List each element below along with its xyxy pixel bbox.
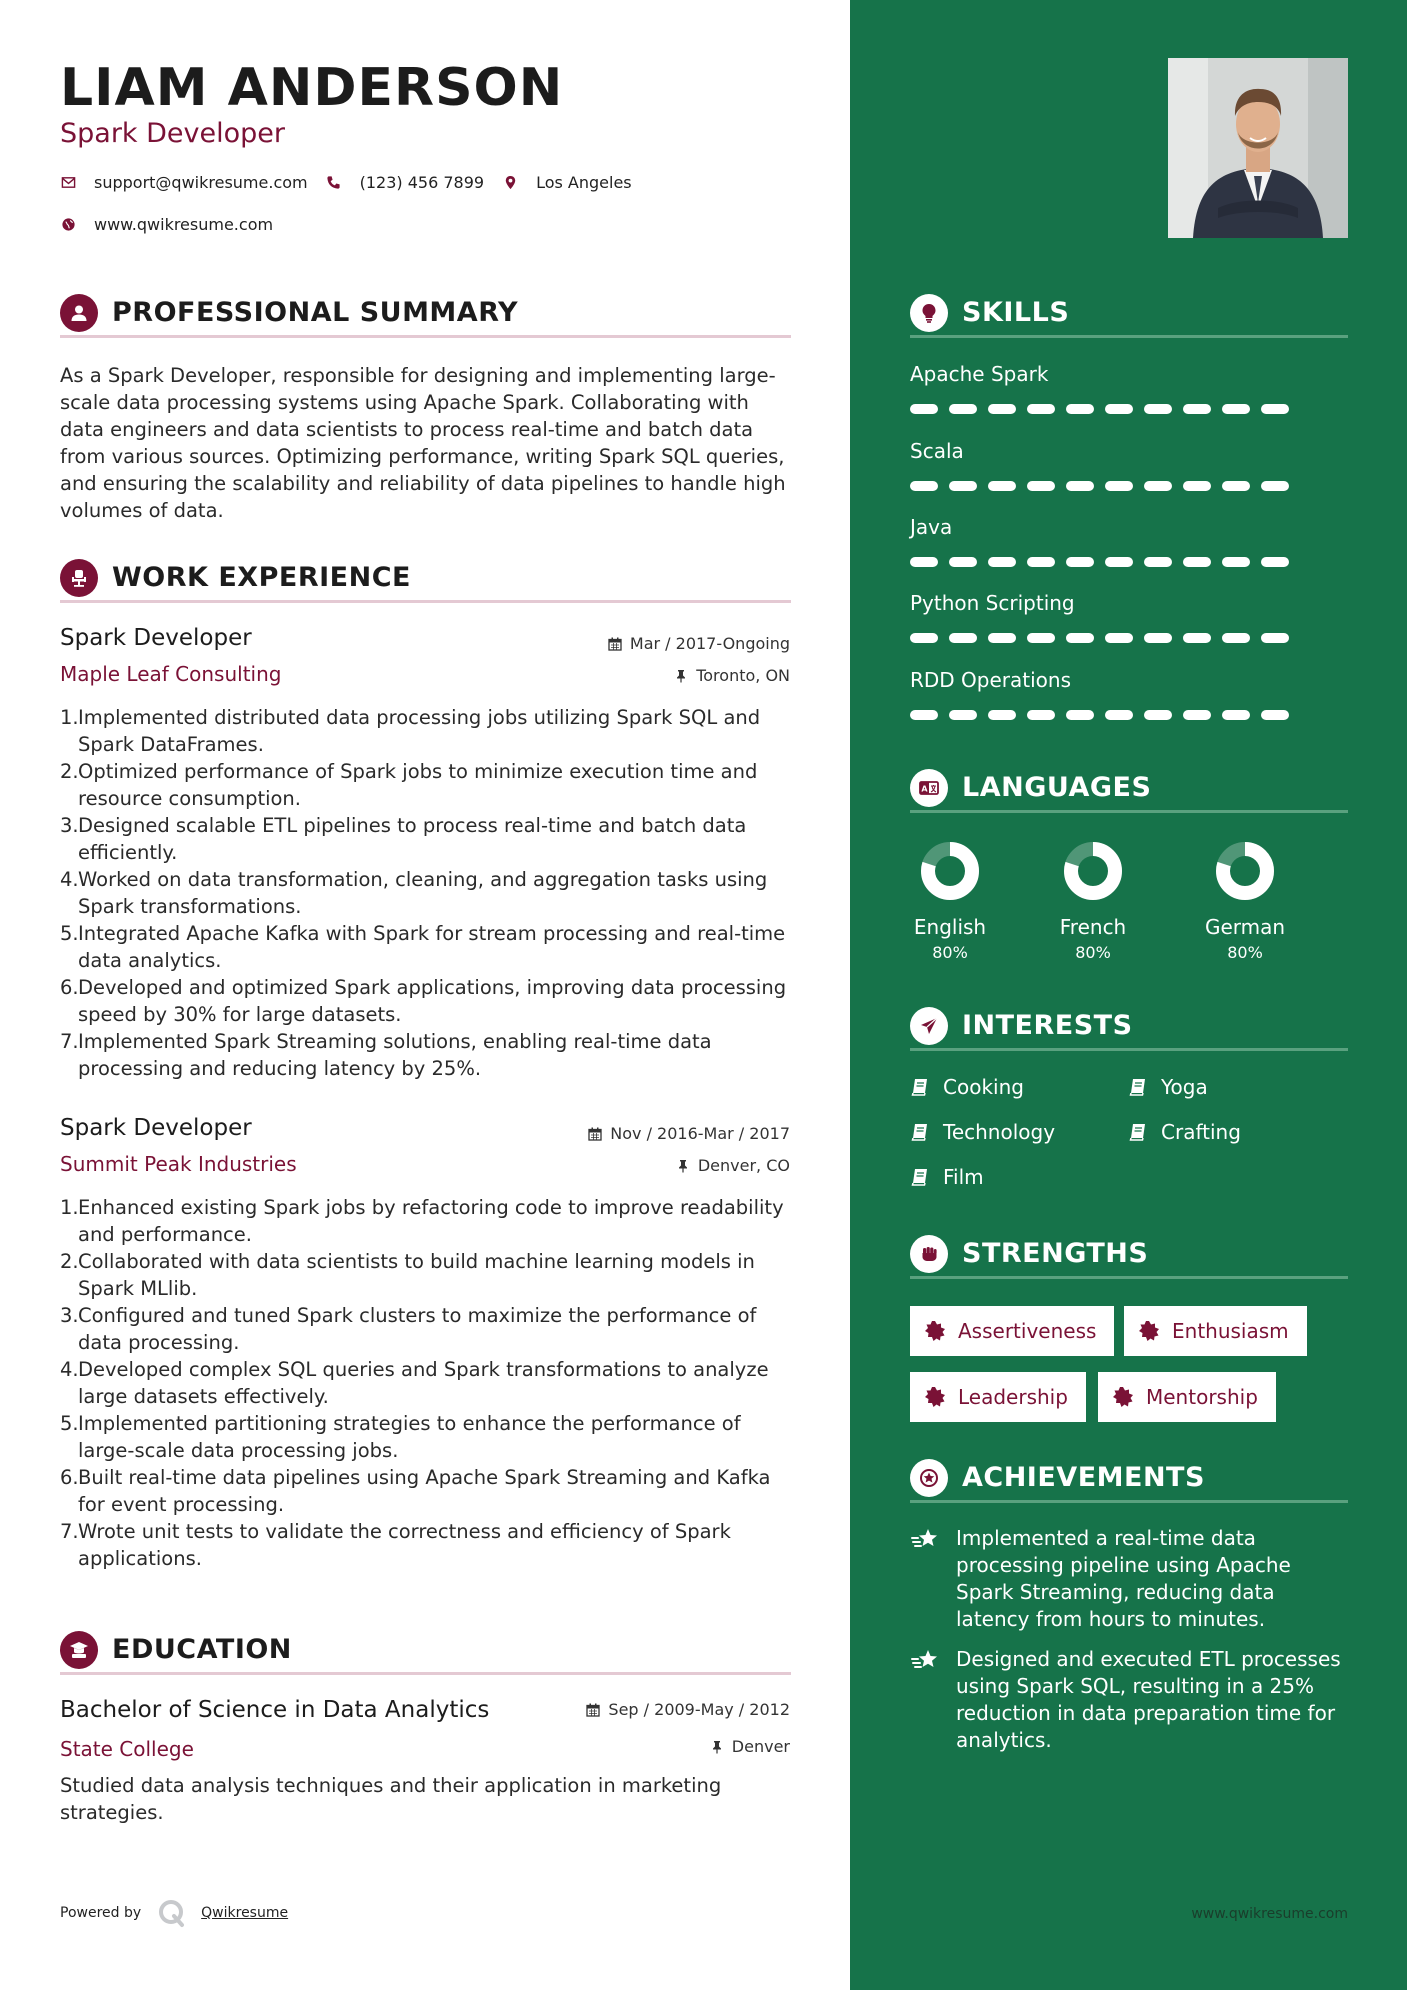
interest-label: Film (943, 1165, 984, 1189)
list-item: 5. Integrated Apache Kafka with Spark for stream processing and real-time data analytics. (60, 922, 786, 972)
pushpin-icon (676, 1159, 690, 1173)
email-link[interactable]: support@qwikresume.com (94, 173, 308, 192)
education-degree: Bachelor of Science in Data Analytics (60, 1697, 490, 1723)
education-title: EDUCATION (112, 1634, 292, 1665)
website-link[interactable]: www.qwikresume.com (94, 215, 274, 234)
candidate-name: LIAM ANDERSON (60, 58, 564, 118)
book-icon (910, 1167, 930, 1187)
interest-item (1128, 1120, 1241, 1144)
education-school: State College (60, 1737, 194, 1761)
powered-by-label: Powered by (60, 1905, 142, 1921)
language-item (1033, 839, 1153, 962)
achievements-section-header (910, 1455, 1348, 1503)
calendar-icon (588, 1127, 602, 1141)
language-icon (910, 769, 948, 807)
language-item (890, 839, 1010, 962)
skills-title: SKILLS (962, 297, 1070, 328)
envelope-icon (60, 175, 76, 191)
languages-section-header (910, 765, 1348, 813)
language-proficiency-ring (1061, 839, 1125, 903)
job-2-location-text: Denver, CO (697, 1156, 790, 1175)
badge-star-icon (1112, 1386, 1134, 1408)
skill-name: Java (910, 515, 953, 539)
list-item: 6. Built real-time data pipelines using Apache Spark Streaming and Kafka for event processing. (60, 1466, 771, 1516)
interest-label: Crafting (1161, 1120, 1241, 1144)
map-marker-icon (502, 175, 518, 191)
list-item: 3. Designed scalable ETL pipelines to process real-time and batch data efficiently. (60, 814, 747, 864)
education-section-header (60, 1627, 791, 1675)
job-1-company: Maple Leaf Consulting (60, 662, 282, 686)
badge-star-icon (924, 1386, 946, 1408)
experience-title: WORK EXPERIENCE (112, 562, 411, 593)
list-item: 2. Collaborated with data scientists to build machine learning models in Spark MLlib. (60, 1250, 755, 1300)
skill-item (910, 362, 1348, 414)
skill-item (910, 515, 1348, 567)
strength-label: Leadership (958, 1385, 1068, 1409)
list-item: 1. Enhanced existing Spark jobs by refactoring code to improve readability and performance. (60, 1196, 784, 1246)
summary-section-header (60, 290, 791, 338)
qwikresume-link[interactable]: Qwikresume (201, 1905, 289, 1921)
achievements-title: ACHIEVEMENTS (962, 1462, 1205, 1493)
book-icon (1128, 1122, 1148, 1142)
calendar-icon (586, 1703, 600, 1717)
interest-item (910, 1165, 984, 1189)
skill-level-bar (910, 633, 1348, 643)
skill-level-bar (910, 481, 1348, 491)
language-percent: 80% (1227, 943, 1263, 962)
education-description: Studied data analysis techniques and their application in marketing strategies. (60, 1774, 722, 1824)
skill-name: Apache Spark (910, 362, 1049, 386)
summary-title: PROFESSIONAL SUMMARY (112, 297, 519, 328)
candidate-role: Spark Developer (60, 118, 286, 149)
language-proficiency-ring (1213, 839, 1277, 903)
education-location-text: Denver (731, 1737, 790, 1756)
strength-label: Assertiveness (958, 1319, 1097, 1343)
strength-label: Mentorship (1146, 1385, 1258, 1409)
shooting-star-icon (910, 1646, 940, 1676)
job-1-dates-text: Mar / 2017-Ongoing (629, 634, 790, 653)
strength-tag (910, 1372, 1086, 1422)
language-item (1185, 839, 1305, 962)
list-item: 3. Configured and tuned Spark clusters to maximize the performance of data processing. (60, 1304, 757, 1354)
svg-text:A: A (921, 784, 928, 793)
interest-label: Technology (943, 1120, 1056, 1144)
list-item: 5. Implemented partitioning strategies to enhance the performance of large-scale data processing jobs. (60, 1412, 741, 1462)
job-2-location (490, 1156, 790, 1175)
skill-name: Scala (910, 439, 964, 463)
interests-section-header (910, 1003, 1348, 1051)
list-item: 7. Implemented Spark Streaming solutions, enabling real-time data processing and reducing latency by 25%. (60, 1030, 712, 1080)
achievement-item (910, 1646, 1348, 1754)
list-item: 7. Wrote unit tests to validate the correctness and efficiency of Spark applications. (60, 1520, 731, 1570)
job-1-location-text: Toronto, ON (696, 666, 790, 685)
job-1-dates (490, 634, 790, 653)
shooting-star-icon (910, 1525, 940, 1555)
phone-icon (326, 175, 342, 191)
strengths-title: STRENGTHS (962, 1238, 1149, 1269)
skill-item (910, 668, 1348, 720)
achievement-text: Designed and executed ETL processes using Spark SQL, resulting in a 25% reduction in data preparation time for analytics. (956, 1647, 1341, 1752)
strength-tag (1124, 1306, 1307, 1356)
interest-label: Cooking (943, 1075, 1024, 1099)
profile-photo (1168, 58, 1348, 238)
job-2-responsibilities (60, 1194, 791, 1572)
skill-item (910, 439, 1348, 491)
skill-item (910, 591, 1348, 643)
achievement-item (910, 1525, 1348, 1633)
strength-tag (1098, 1372, 1276, 1422)
skill-name: Python Scripting (910, 591, 1075, 615)
office-chair-icon (60, 559, 98, 597)
powered-by (60, 1898, 288, 1928)
globe-icon (60, 217, 76, 233)
qwikresume-logo-icon (157, 1898, 187, 1928)
interests-title: INTERESTS (962, 1010, 1133, 1041)
fist-icon (910, 1235, 948, 1273)
strength-label: Enthusiasm (1172, 1319, 1289, 1343)
contact-row-1 (60, 173, 650, 192)
skill-level-bar (910, 710, 1348, 720)
badge-star-icon (1138, 1320, 1160, 1342)
list-item: 4. Developed complex SQL queries and Spark transformations to analyze large datasets effectively. (60, 1358, 769, 1408)
interest-label: Yoga (1161, 1075, 1208, 1099)
interest-item (910, 1075, 1024, 1099)
languages-title: LANGUAGES (962, 772, 1152, 803)
experience-section-header (60, 555, 791, 603)
list-item: 4. Worked on data transformation, cleaning, and aggregation tasks using Spark transformations. (60, 868, 768, 918)
job-2-company: Summit Peak Industries (60, 1152, 297, 1176)
book-icon (910, 1122, 930, 1142)
job-2-dates-text: Nov / 2016-Mar / 2017 (610, 1124, 790, 1143)
location-text: Los Angeles (536, 173, 632, 192)
interest-item (1128, 1075, 1208, 1099)
job-1-location (490, 666, 790, 685)
pushpin-icon (710, 1740, 724, 1754)
phone-number[interactable]: (123) 456 7899 (359, 173, 485, 192)
job-2-dates (490, 1124, 790, 1143)
language-name: German (1204, 915, 1286, 939)
interest-item (910, 1120, 1055, 1144)
lightbulb-icon (910, 294, 948, 332)
job-1-responsibilities (60, 704, 791, 1082)
contact-row-2 (60, 215, 291, 234)
skill-name: RDD Operations (910, 668, 1072, 692)
list-item: 6. Developed and optimized Spark applications, improving data processing speed by 30% for large datasets. (60, 976, 787, 1026)
achievement-text: Implemented a real-time data processing pipeline using Apache Spark Streaming, reducing data latency from hours to minutes. (956, 1526, 1291, 1631)
language-percent: 80% (932, 943, 968, 962)
skills-section-header (910, 290, 1348, 338)
graduate-icon (60, 1631, 98, 1669)
education-dates-text: Sep / 2009-May / 2012 (608, 1700, 790, 1719)
footer-website[interactable]: www.qwikresume.com (1191, 1906, 1348, 1922)
job-2-title: Spark Developer (60, 1115, 252, 1141)
education-location (490, 1737, 790, 1756)
summary-text: As a Spark Developer, responsible for designing and implementing large-scale data processing systems using Apache Spark. Collaborating with data engineers and data scientists to process real-time and batch data from various sources. Optimizing performance, writing Spark SQL queries, and ensuring the scalability and reliability of data pipelines to handle high volumes of data. (60, 364, 786, 522)
skill-level-bar (910, 404, 1348, 414)
list-item: 1. Implemented distributed data processing jobs utilizing Spark SQL and Spark DataFrames. (60, 706, 761, 756)
language-name: French (1059, 915, 1127, 939)
star-circle-icon (910, 1459, 948, 1497)
pushpin-icon (674, 669, 688, 683)
calendar-icon (608, 637, 622, 651)
skill-level-bar (910, 557, 1348, 567)
job-1-title: Spark Developer (60, 625, 252, 651)
language-percent: 80% (1075, 943, 1111, 962)
book-icon (910, 1077, 930, 1097)
list-item: 2. Optimized performance of Spark jobs to minimize execution time and resource consumption. (60, 760, 758, 810)
badge-star-icon (924, 1320, 946, 1342)
strengths-section-header (910, 1231, 1348, 1279)
user-icon (60, 294, 98, 332)
language-name: English (913, 915, 987, 939)
book-icon (1128, 1077, 1148, 1097)
paper-plane-icon (910, 1007, 948, 1045)
language-proficiency-ring (918, 839, 982, 903)
strength-tag (910, 1306, 1114, 1356)
education-dates (490, 1700, 790, 1719)
